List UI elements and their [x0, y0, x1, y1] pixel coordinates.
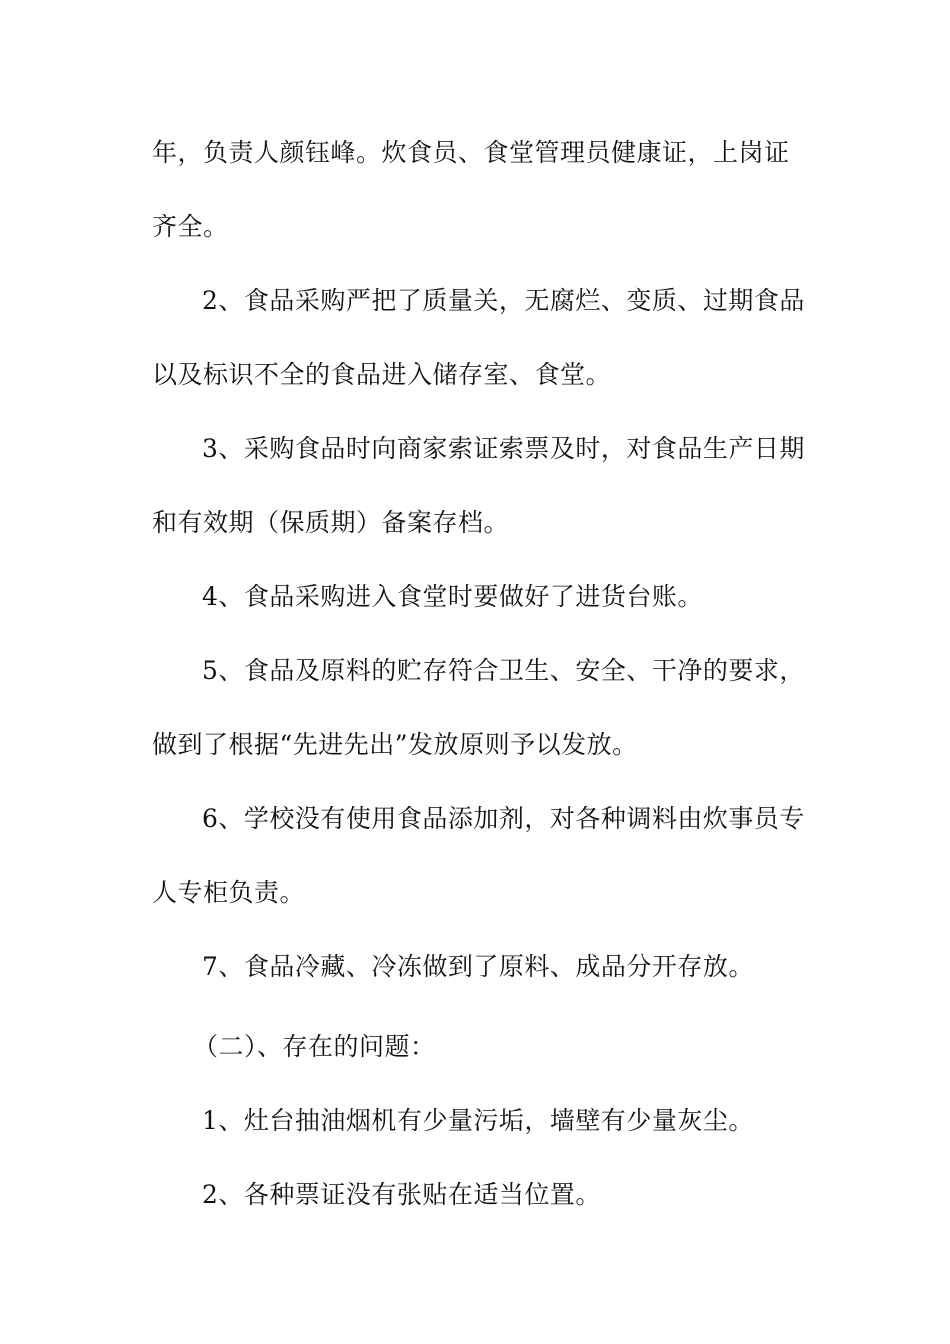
paragraph-1-line-1: 年，负责人颜钰峰。炊食员、食堂管理员健康证，上岗证: [152, 138, 790, 167]
item-4-line-1: 4、食品采购进入食堂时要做好了进货台账。: [202, 582, 703, 611]
item-3-line-1: 3、采购食品时向商家索证索票及时，对食品生产日期: [202, 434, 805, 463]
item-5-line-2: 做到了根据“先进先出”发放原则予以发放。: [152, 730, 638, 759]
item-2-line-2: 以及标识不全的食品进入储存室、食堂。: [152, 360, 612, 389]
item-3-line-2: 和有效期（保质期）备案存档。: [152, 508, 510, 537]
item-2-line-1: 2、食品采购严把了质量关，无腐烂、变质、过期食品: [202, 286, 805, 315]
paragraph-1-line-2: 齐全。: [152, 212, 229, 241]
problem-2-line-1: 2、各种票证没有张贴在适当位置。: [202, 1180, 601, 1209]
item-6-line-2: 人专柜负责。: [152, 878, 306, 907]
item-5-line-1: 5、食品及原料的贮存符合卫生、安全、干净的要求，: [202, 656, 805, 685]
item-7-line-1: 7、食品冷藏、冷冻做到了原料、成品分开存放。: [202, 952, 754, 981]
section-heading-problems: （二）、存在的问题：: [193, 1032, 436, 1061]
item-6-line-1: 6、学校没有使用食品添加剂，对各种调料由炊事员专: [202, 804, 805, 833]
problem-1-line-1: 1、灶台抽油烟机有少量污垢，墙壁有少量灰尘。: [202, 1106, 754, 1135]
